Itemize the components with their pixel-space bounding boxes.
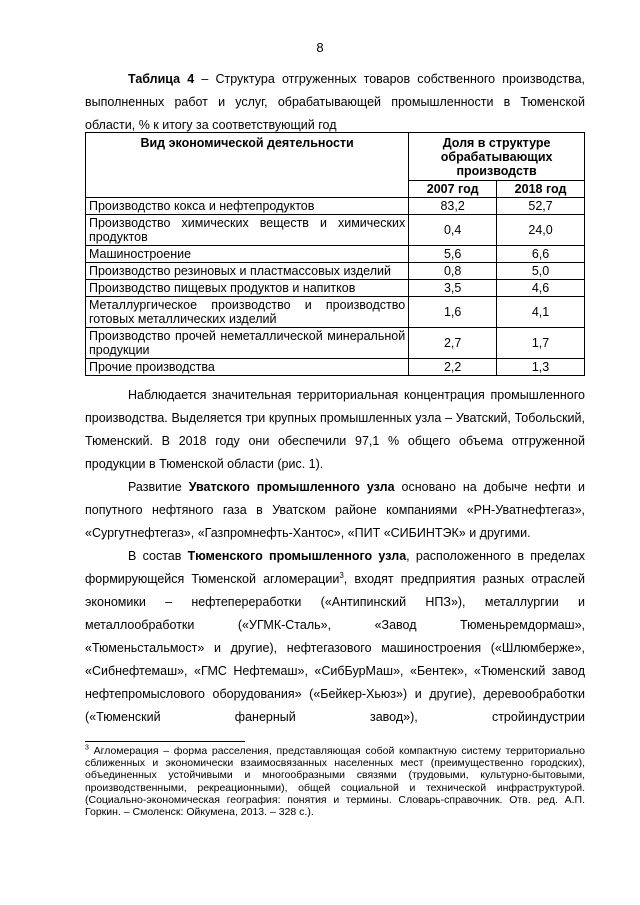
page-number: 8 [316,40,324,55]
paragraph-uvat: Развитие Уватского промышленного узла основано на добыче нефти и попутного нефтяного газа в Уватском районе компаниями «РН-Уватнефтегаз», «Сургутнефтегаз», «Газпромнефть-Хантос», «ПИТ «СИБИНТЭК» и другими. [85,480,585,540]
row-value-2007: 0,4 [409,215,497,246]
table-row [86,359,585,376]
footnote-divider [85,741,245,742]
header-year-2018: 2018 год [497,181,585,198]
row-value-2018: 1,7 [497,328,585,359]
row-value-2018: 4,6 [497,280,585,297]
table-caption [85,68,585,137]
table-row [86,198,585,215]
body-text [85,384,585,729]
table-row [86,297,585,328]
row-activity-name: Производство кокса и нефтепродуктов [86,198,409,215]
uvat-node-term: Уватского промышленного узла [188,480,395,494]
row-activity-name: Производство химических веществ и химических продуктов [86,215,409,246]
header-activity: Вид экономической деятельности [86,133,409,198]
table-row [86,246,585,263]
row-value-2007: 5,6 [409,246,497,263]
footnote-text: Агломерация – форма расселения, представляющая собой компактную систему территориально сближенных и экономически взаимосвязанных населенных мест (преимущественно городских), объединенных устойчивыми и многообразными связями (трудовыми, культурно-бытовыми, производственными, рекреационными), общей социальной и технической инфраструктурой. (Социально-экономическая география: понятия и термины. Словарь-справочник. Отв. ред. А.П. Горкин. – Смоленск: Ойкумена, 2013. – 328 с.). [85,745,585,819]
table-caption-text: – Структура отгруженных товаров собственного производства, выполненных работ и услуг, обрабатывающей промышленности в Тюменской области, % к итогу за соответствующий год [85,72,585,132]
row-value-2018: 24,0 [497,215,585,246]
tyumen-node-term: Тюменского промышленного узла [187,549,407,563]
paragraph-concentration: Наблюдается значительная территориальная концентрация промышленного производства. Выделяется три крупных промышленных узла – Уватский, Тобольский, Тюменский. В 2018 году они обеспечили 97,1 % общего объема отгруженной продукции в Тюменской области (рис. 1). [85,388,585,471]
table-body [86,198,585,376]
table-row [86,263,585,280]
header-share: Доля в структуре обрабатывающих производств [409,133,585,181]
footnote-mark: 3 [85,744,89,752]
footnote [85,745,585,818]
row-value-2007: 3,5 [409,280,497,297]
row-activity-name: Машиностроение [86,246,409,263]
header-year-2007: 2007 год [409,181,497,198]
row-activity-name: Прочие производства [86,359,409,376]
table-caption-label: Таблица 4 [128,72,195,86]
row-value-2007: 1,6 [409,297,497,328]
row-activity-name: Металлургическое производство и производство готовых металлических изделий [86,297,409,328]
paragraph-tyumen: В состав Тюменского промышленного узла, расположенного в пределах формирующейся Тюменской агломерации$^3$, входят предприятия разных отраслей экономики – нефтепереработки («Антипинский НПЗ»), металлургии и металлообработки («УГМК-Сталь», «Завод Тюменьремдормаш», «Тюменьстальмост» и другие), нефтегазового машиностроения («Шлюмберже», «Сибнефтемаш», «ГМС Нефтемаш», «СибБурМаш», «Бентек», «Тюменский завод нефтепромыслового оборудования» («Бейкер-Хьюз») и другие), деревообработки («Тюменский фанерный завод»), стройиндустрии [85,549,585,724]
row-value-2007: 83,2 [409,198,497,215]
data-table [85,132,585,376]
row-activity-name: Производство прочей неметаллической минеральной продукции [86,328,409,359]
table-row [86,328,585,359]
table-row [86,215,585,246]
table-row [86,280,585,297]
row-value-2018: 1,3 [497,359,585,376]
footnote-reference[interactable]: 3 [339,570,344,580]
row-value-2007: 2,2 [409,359,497,376]
row-value-2018: 5,0 [497,263,585,280]
row-value-2018: 6,6 [497,246,585,263]
row-value-2007: 2,7 [409,328,497,359]
row-activity-name: Производство пищевых продуктов и напитков [86,280,409,297]
row-value-2018: 52,7 [497,198,585,215]
row-activity-name: Производство резиновых и пластмассовых изделий [86,263,409,280]
row-value-2007: 0,8 [409,263,497,280]
row-value-2018: 4,1 [497,297,585,328]
